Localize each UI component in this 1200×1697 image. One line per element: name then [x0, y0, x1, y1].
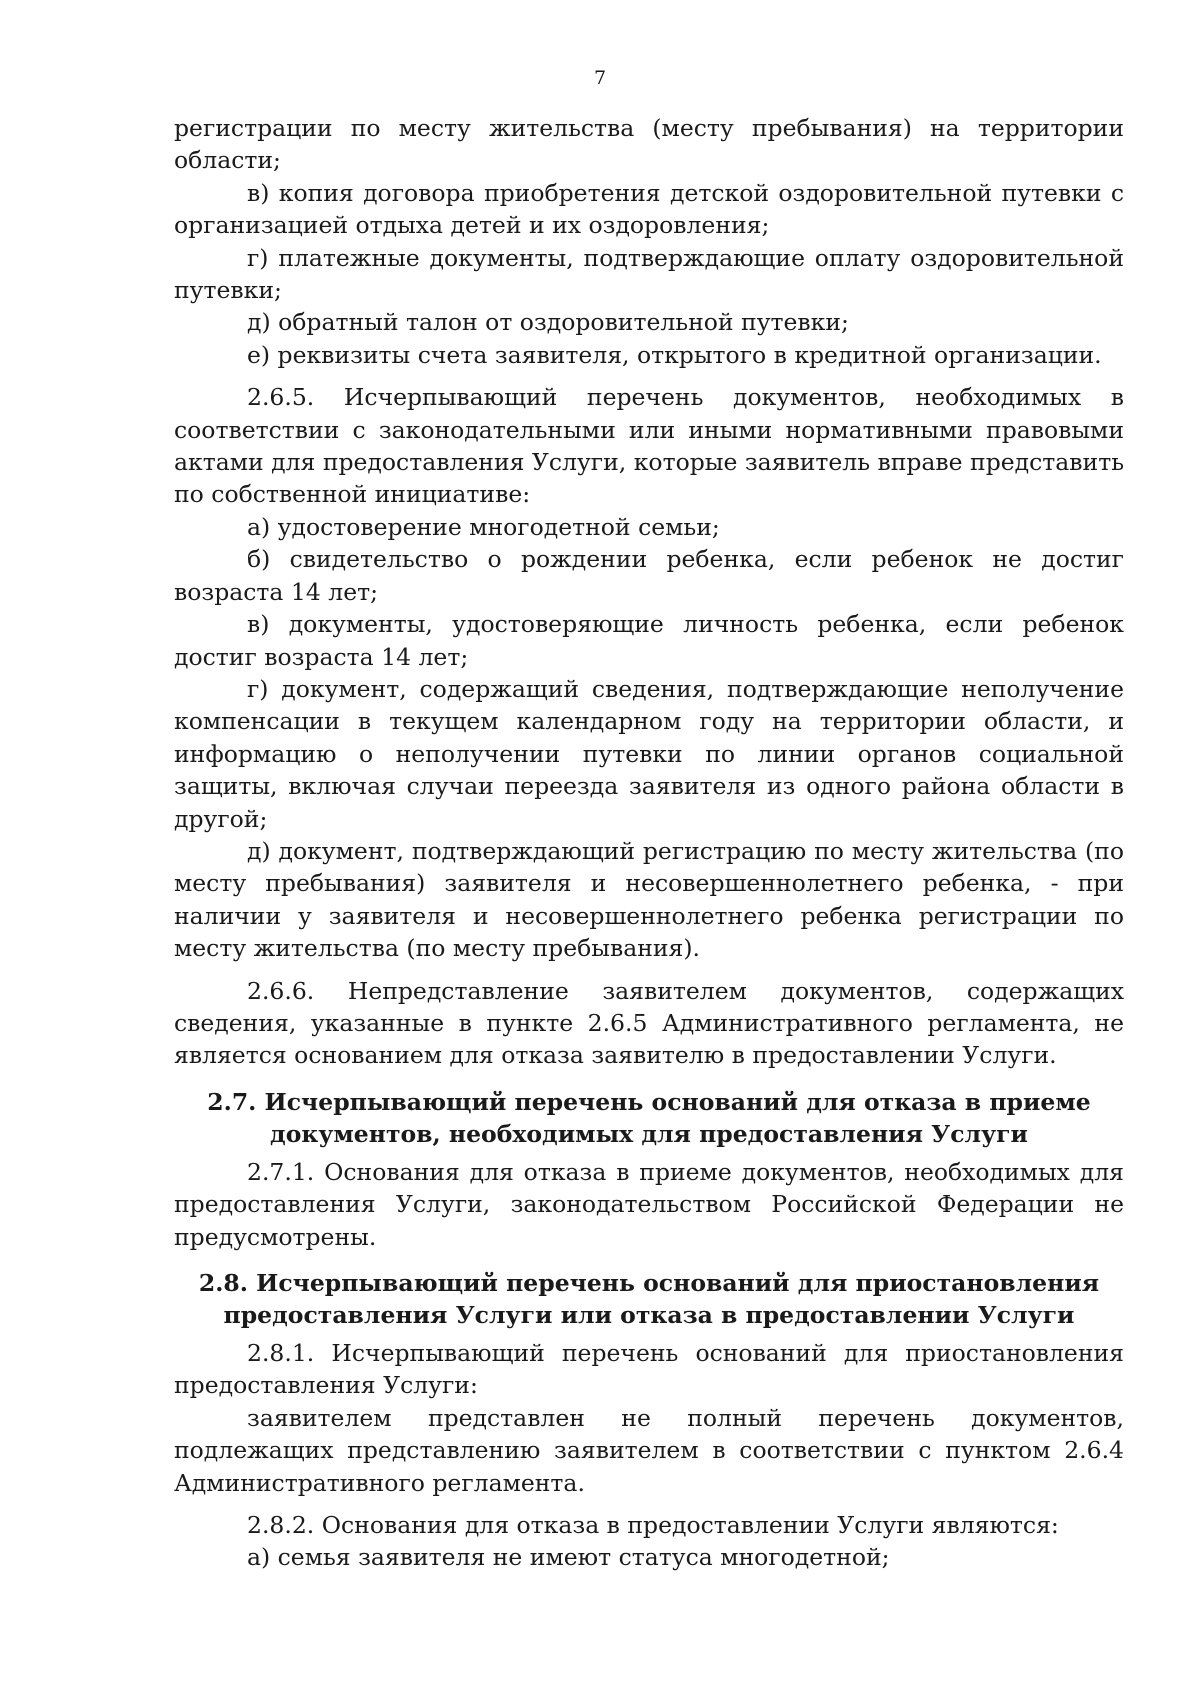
- heading-line: предоставления Услуги или отказа в предоставлении Услуги: [223, 1301, 1075, 1329]
- document-body: [174, 112, 1124, 1574]
- heading-line: 2.8. Исчерпывающий перечень оснований для приостановления: [198, 1269, 1100, 1297]
- list-item-b-birth-certificate: б) свидетельство о рождении ребенка, если ребенок не достиг возраста 14 лет;: [174, 545, 1124, 606]
- paragraph-2-8-1: 2.8.1. Исчерпывающий перечень оснований для приостановления предоставления Услуги:: [174, 1339, 1124, 1400]
- heading-line: документов, необходимых для предоставления Услуги: [270, 1119, 1028, 1148]
- list-item-g-non-receipt-document: г) документ, содержащий сведения, подтверждающие неполучение компенсации в текущем календарном году на территории области, и информацию о неполучении путевки по линии органов социальной защиты, включая случаи переезда заявителя из одного района области в другой;: [174, 674, 1124, 833]
- heading-line: 2.7. Исчерпывающий перечень оснований для отказа в приеме: [207, 1087, 1091, 1116]
- section-heading-2-8: [174, 1267, 1124, 1331]
- list-item-a-large-family-certificate: а) удостоверение многодетной семьи;: [247, 512, 720, 541]
- page-number: 7: [593, 67, 607, 89]
- section-heading-2-7: [174, 1086, 1124, 1150]
- list-item-a-no-large-family-status: а) семья заявителя не имеют статуса многодетной;: [247, 1543, 890, 1572]
- list-item-v-identity-documents: в) документы, удостоверяющие личность ребенка, если ребенок достиг возраста 14 лет;: [174, 610, 1124, 671]
- list-item-d-registration-document: д) документ, подтверждающий регистрацию по месту жительства (по месту пребывания) заявителя и несовершеннолетнего ребенка, - при наличии у заявителя и несовершеннолетнего ребенка регистрации по месту жительства (по месту пребывания).: [174, 836, 1124, 963]
- paragraph-2-6-5: 2.6.5. Исчерпывающий перечень документов, необходимых в соответствии с законодательными или иными нормативными правовыми актами для предоставления Услуги, которые заявитель вправе представить по собственной инициативе:: [174, 383, 1124, 509]
- paragraph-incomplete-documents: заявителем представлен не полный перечень документов, подлежащих представлению заявителем в соответствии с пунктом 2.6.4 Административного регламента.: [174, 1403, 1124, 1497]
- paragraph-2-7-1: 2.7.1. Основания для отказа в приеме документов, необходимых для предоставления Услуги, законодательством Российской Федерации не предусмотрены.: [174, 1157, 1124, 1251]
- paragraph-2-6-6: 2.6.6. Непредставление заявителем документов, содержащих сведения, указанные в пункте 2.6.5 Административного регламента, не является основанием для отказа заявителю в предоставлении Услуги.: [174, 976, 1124, 1070]
- paragraph-2-8-2: 2.8.2. Основания для отказа в предоставлении Услуги являются:: [247, 1511, 1059, 1540]
- list-item-g-payment-documents: г) платежные документы, подтверждающие оплату оздоровительной путевки;: [174, 243, 1124, 305]
- list-item-d-return-coupon: д) обратный талон от оздоровительной путевки;: [247, 308, 849, 337]
- list-item-v-contract-copy: в) копия договора приобретения детской оздоровительной путевки с организацией отдыха детей и их оздоровления;: [174, 178, 1124, 240]
- list-item-e-bank-details: е) реквизиты счета заявителя, открытого в кредитной организации.: [247, 340, 1102, 369]
- paragraph-continuation: регистрации по месту жительства (месту пребывания) на территории области;: [174, 114, 1124, 175]
